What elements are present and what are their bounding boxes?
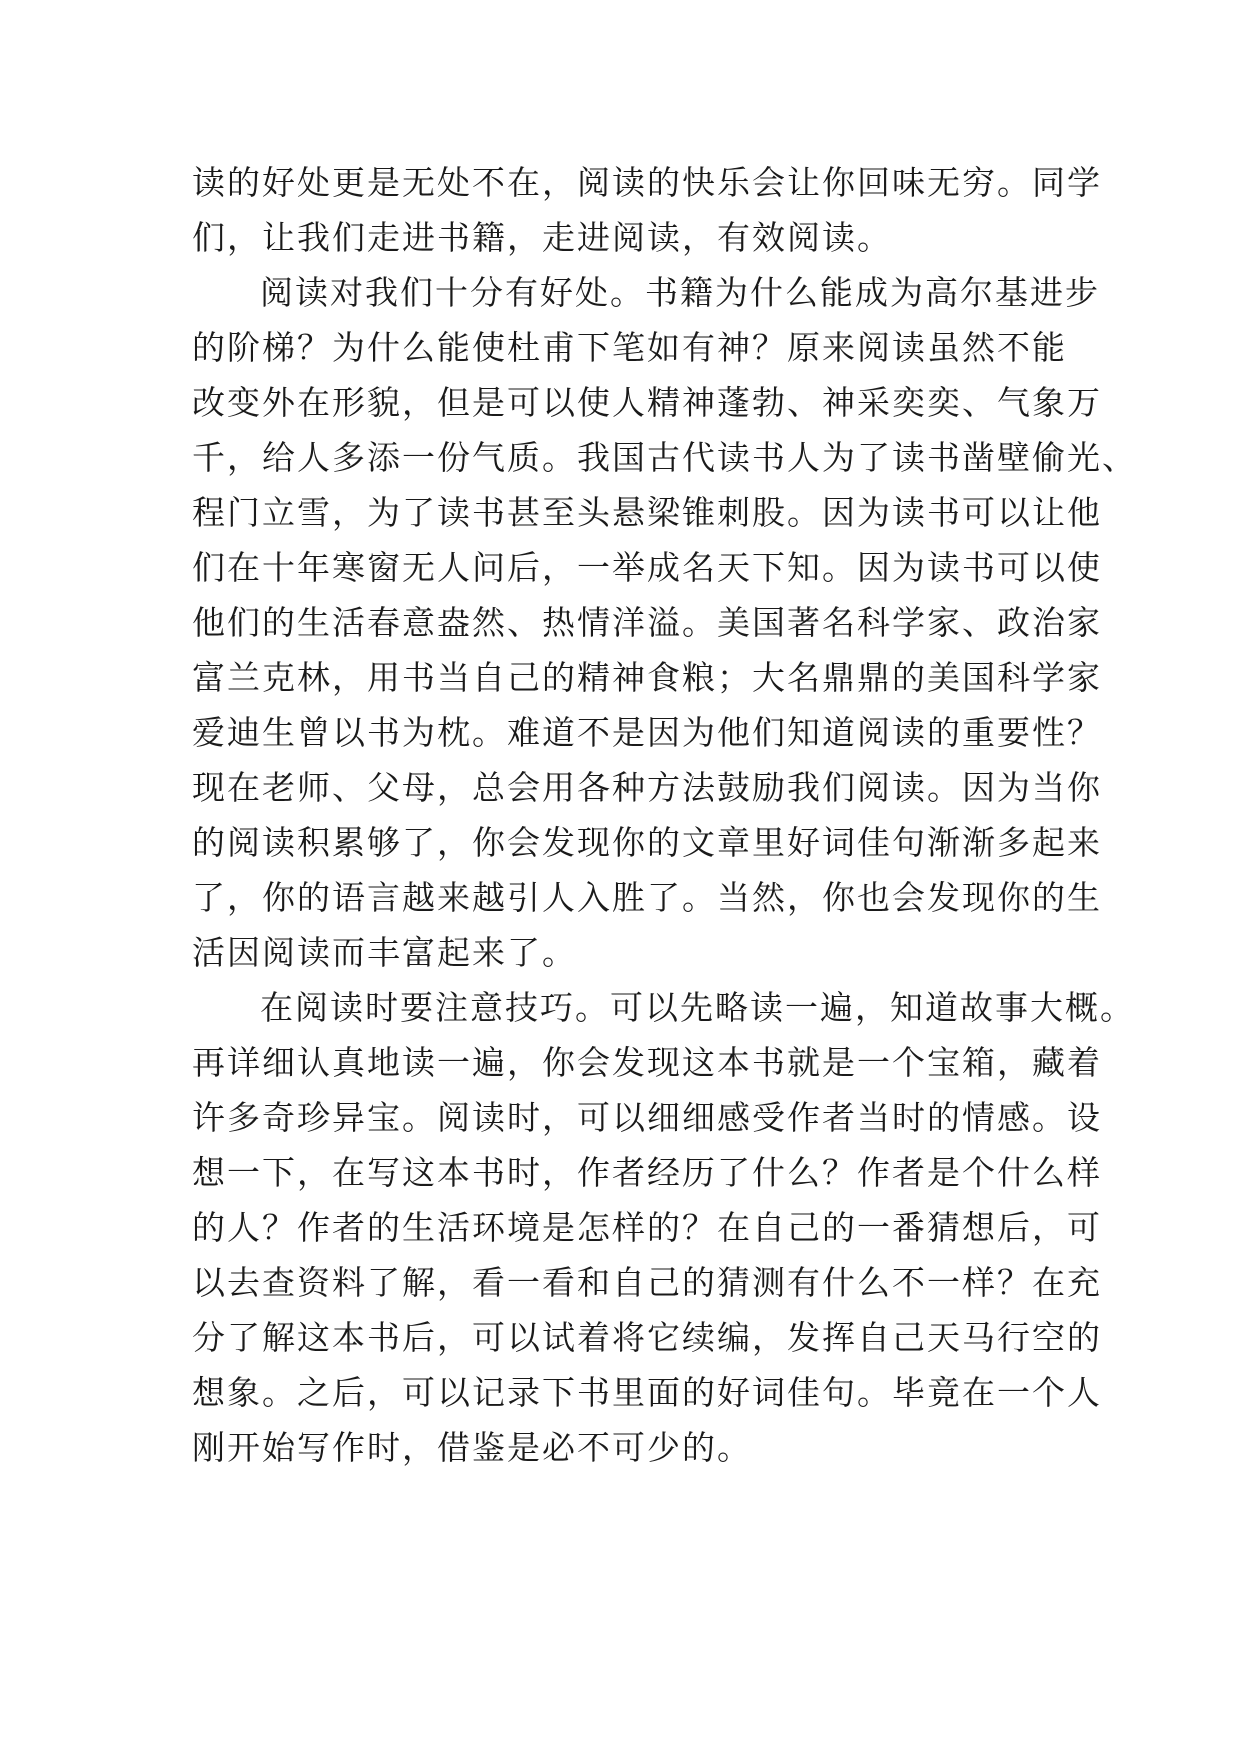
text-line: 刚开始写作时，借鉴是必不可少的。 [192, 1428, 752, 1467]
text-line: 想一下，在写这本书时，作者经历了什么？作者是个什么样 [192, 1153, 1102, 1192]
text-line: 读的好处更是无处不在，阅读的快乐会让你回味无穷。同学 [192, 163, 1102, 202]
text-line: 了，你的语言越来越引人入胜了。当然，你也会发现你的生 [192, 878, 1102, 917]
text-line: 他们的生活春意盎然、热情洋溢。美国著名科学家、政治家 [192, 603, 1102, 642]
text-line: 的阶梯？为什么能使杜甫下笔如有神？原来阅读虽然不能 [192, 328, 1067, 367]
text-line: 分了解这本书后，可以试着将它续编，发挥自己天马行空的 [192, 1318, 1102, 1357]
essay-body [192, 155, 1137, 1475]
text-line: 活因阅读而丰富起来了。 [192, 933, 577, 972]
text-line: 富兰克林，用书当自己的精神食粮；大名鼎鼎的美国科学家 [192, 658, 1102, 697]
text-line: 们，让我们走进书籍，走进阅读，有效阅读。 [192, 218, 892, 257]
paragraph-start-line: 在阅读时要注意技巧。可以先略读一遍，知道故事大概。 [260, 988, 1135, 1027]
text-line: 现在老师、父母，总会用各种方法鼓励我们阅读。因为当你 [192, 768, 1102, 807]
text-line: 们在十年寒窗无人问后，一举成名天下知。因为读书可以使 [192, 548, 1102, 587]
text-line: 的人？作者的生活环境是怎样的？在自己的一番猜想后，可 [192, 1208, 1102, 1247]
text-line: 再详细认真地读一遍，你会发现这本书就是一个宝箱，藏着 [192, 1043, 1102, 1082]
text-line: 想象。之后，可以记录下书里面的好词佳句。毕竟在一个人 [192, 1373, 1102, 1412]
text-line: 以去查资料了解，看一看和自己的猜测有什么不一样？在充 [192, 1263, 1102, 1302]
text-line: 程门立雪，为了读书甚至头悬梁锥刺股。因为读书可以让他 [192, 493, 1102, 532]
text-line: 许多奇珍异宝。阅读时，可以细细感受作者当时的情感。设 [192, 1098, 1102, 1137]
text-line: 改变外在形貌，但是可以使人精神蓬勃、神采奕奕、气象万 [192, 383, 1102, 422]
text-line: 爱迪生曾以书为枕。难道不是因为他们知道阅读的重要性？ [192, 713, 1102, 752]
paragraph-start-line: 阅读对我们十分有好处。书籍为什么能成为高尔基进步 [260, 273, 1100, 312]
text-line: 的阅读积累够了，你会发现你的文章里好词佳句渐渐多起来 [192, 823, 1102, 862]
text-line: 千，给人多添一份气质。我国古代读书人为了读书凿壁偷光、 [192, 438, 1137, 477]
